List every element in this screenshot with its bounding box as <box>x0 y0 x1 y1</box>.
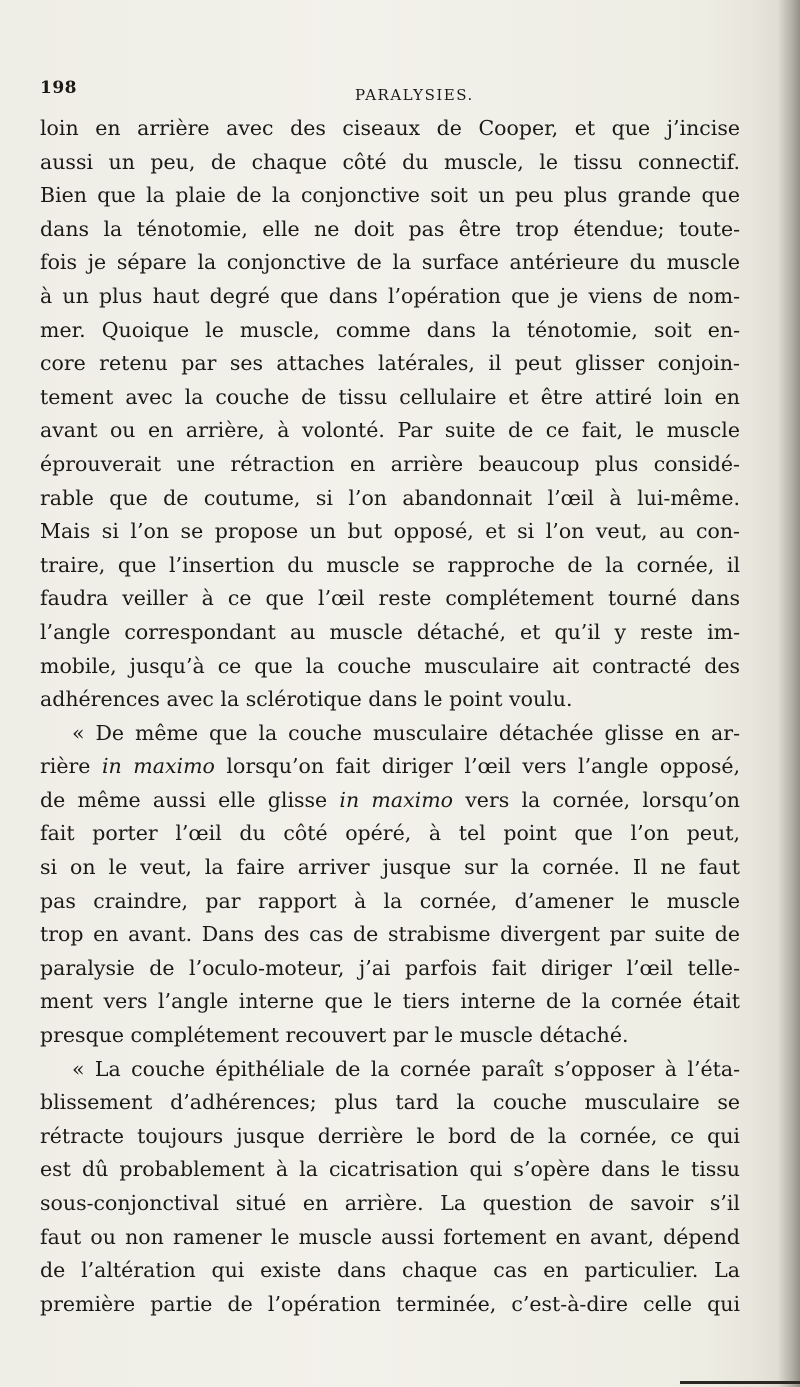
text-line: presque complétement recouvert par le muscle détaché. <box>40 1023 629 1048</box>
text-line: aussi un peu, de chaque côté du muscle, le tissu connectif. <box>40 149 740 174</box>
text-line: adhérences avec la sclérotique dans le point voulu. <box>40 687 573 712</box>
text-line: mer. Quoique le muscle, comme dans la ténotomie, soit en- <box>40 317 740 342</box>
text-line-with-italic <box>40 784 740 818</box>
text-line: de l’altération qui existe dans chaque cas en particulier. La <box>40 1258 740 1283</box>
text-line: éprouverait une rétraction en arrière beaucoup plus considé- <box>40 451 740 476</box>
spine-shadow <box>778 0 800 1387</box>
text-line: « De même que la couche musculaire détachée glisse en ar- <box>72 720 740 745</box>
text-line: à un plus haut degré que dans l’opération que je viens de nom- <box>40 283 740 308</box>
text-line: Mais si l’on se propose un but opposé, et si l’on veut, au con- <box>40 519 740 544</box>
text-line: tement avec la couche de tissu cellulaire et être attiré loin en <box>40 384 740 409</box>
text-line: l’angle correspondant au muscle détaché, et qu’il y reste im- <box>40 619 740 644</box>
text-line: rable que de coutume, si l’on abandonnait l’œil à lui-même. <box>40 485 740 510</box>
page-number: 198 <box>40 78 77 98</box>
body-text <box>40 112 740 1321</box>
text-line: fois je sépare la conjonctive de la surface antérieure du muscle <box>40 250 740 275</box>
text-run: de même aussi elle glisse <box>40 787 340 812</box>
text-line: sous-conjonctival situé en arrière. La question de savoir s’il <box>40 1191 740 1215</box>
page-edge-rule <box>680 1381 800 1384</box>
text-line: fait porter l’œil du côté opéré, à tel point que l’on peut, <box>40 821 740 846</box>
running-head: PARALYSIES. <box>355 86 474 104</box>
text-line: Bien que la plaie de la conjonctive soit un peu plus grande que <box>40 183 740 208</box>
text-line: faudra veiller à ce que l’œil reste complétement tourné dans <box>40 586 740 611</box>
text-line: est dû probablement à la cicatrisation qui s’opère dans le tissu <box>40 1157 740 1182</box>
text-run: lorsqu’on fait diriger l’œil vers l’angle opposé, <box>214 754 740 779</box>
text-line: ment vers l’angle interne que le tiers interne de la cornée était <box>40 989 740 1014</box>
text-line: mobile, jusqu’à ce que la couche musculaire ait contracté des <box>40 653 740 678</box>
text-line: blissement d’adhérences; plus tard la couche musculaire se <box>40 1090 740 1115</box>
page-header <box>40 78 760 108</box>
italic-phrase: in maximo <box>339 787 453 812</box>
italic-phrase: in maximo <box>101 754 215 779</box>
text-line-with-italic <box>40 750 740 784</box>
text-run: vers la cornée, lorsqu’on <box>452 787 740 812</box>
text-run: rière <box>40 754 102 779</box>
text-line: pas craindre, par rapport à la cornée, d’amener le muscle <box>40 888 740 913</box>
text-line: trop en avant. Dans des cas de strabisme divergent par suite de <box>40 922 740 947</box>
text-line: première partie de l’opération terminée, c’est-à-dire celle qui <box>40 1291 740 1316</box>
text-line: « La couche épithéliale de la cornée paraît s’opposer à l’éta- <box>72 1056 740 1081</box>
text-line: faut ou non ramener le muscle aussi fortement en avant, dépend <box>40 1224 740 1249</box>
text-line: dans la ténotomie, elle ne doit pas être trop étendue; toute- <box>40 216 740 241</box>
text-line: paralysie de l’oculo-moteur, j’ai parfois fait diriger l’œil telle- <box>40 955 740 980</box>
text-line: rétracte toujours jusque derrière le bord de la cornée, ce qui <box>40 1123 740 1148</box>
text-line: avant ou en arrière, à volonté. Par suite de ce fait, le muscle <box>40 418 740 443</box>
text-line: core retenu par ses attaches latérales, il peut glisser conjoin- <box>40 351 740 376</box>
text-line: traire, que l’insertion du muscle se rapproche de la cornée, il <box>40 552 740 577</box>
text-line: loin en arrière avec des ciseaux de Cooper, et que j’incise <box>40 116 740 140</box>
text-line: si on le veut, la faire arriver jusque sur la cornée. Il ne faut <box>40 855 740 880</box>
